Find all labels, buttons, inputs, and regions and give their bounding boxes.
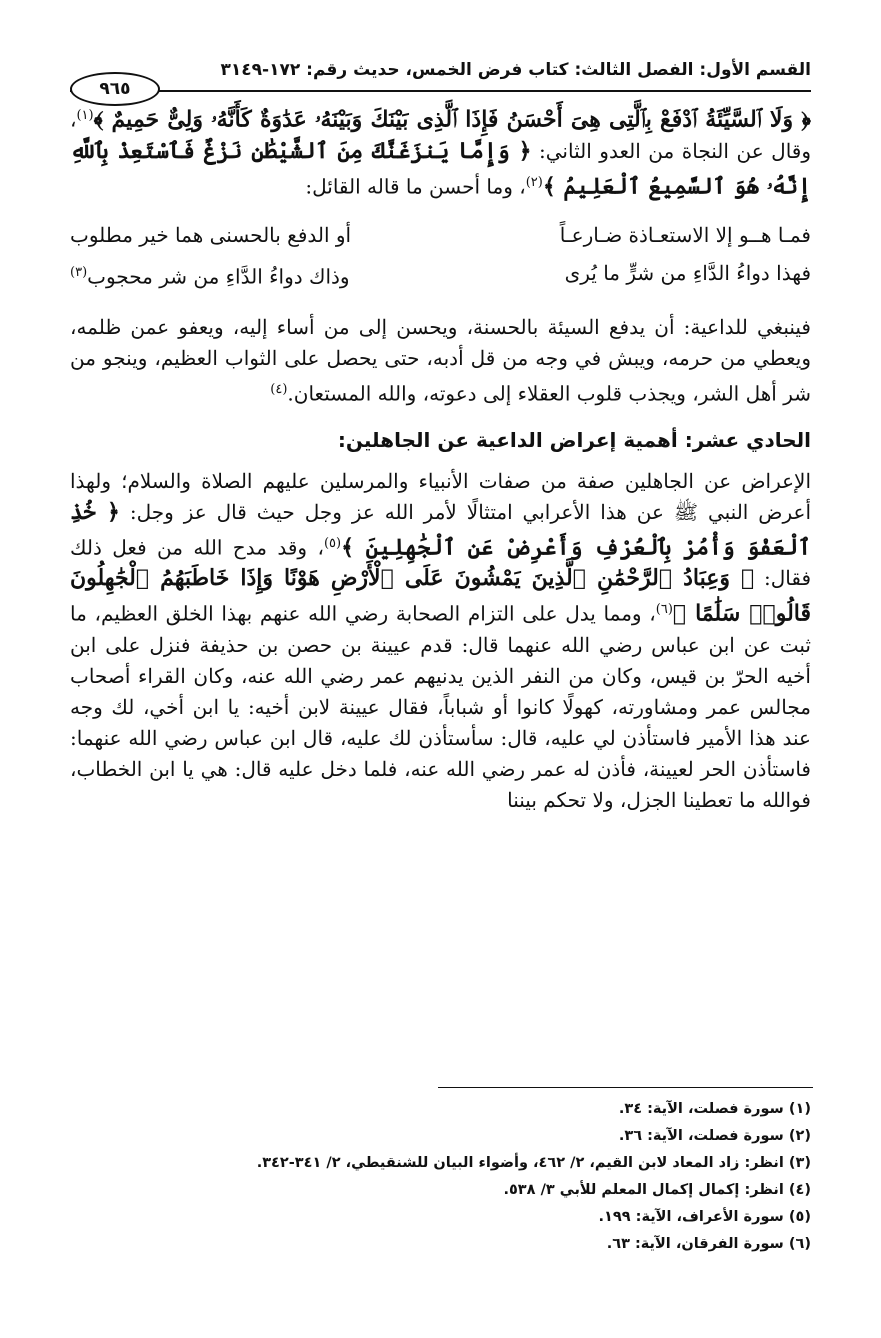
- footnote-ref-2: (٢): [525, 174, 543, 190]
- footnote-ref-3: (٣): [70, 265, 88, 281]
- page-body: [70, 100, 811, 816]
- section-heading: الحادي عشر: أهمية إعراض الداعية عن الجاهلين:: [337, 427, 811, 452]
- poem-hemistich-left: وذاك دواءُ الدَّاءِ من شر محجوب$^{(٣)}$: [70, 264, 350, 289]
- footnote-ref-6: (٦): [655, 602, 673, 618]
- header-title: القسم الأول: الفصل الثالث: كتاب فرض الخمس، حديث رقم: ١٧٢-٣١٤٩: [220, 60, 811, 80]
- poem-hemistich-left: أو الدفع بالحسنى هما خير مطلوب: [70, 223, 352, 248]
- poem-hemistich-right: فهذا دواءُ الدَّاءِ من شرٍّ ما يُرى: [564, 261, 811, 286]
- footnote-item: (٤) انظر: إكمال إكمال المعلم للأبي ٣/ ٥٣٨.: [503, 1182, 811, 1198]
- footnote-ref-5: (٥): [323, 535, 342, 551]
- footnote-item: (٣) انظر: زاد المعاد لابن القيم، ٢/ ٤٦٢، وأضواء البيان للشنقيطي، ٢/ ٣٤١-٣٤٢.: [256, 1155, 811, 1171]
- paragraph-text: ، وما أحسن ما قاله القائل:: [305, 174, 526, 199]
- footnote-item: (١) سورة فصلت، الآية: ٣٤.: [618, 1101, 811, 1117]
- footnote-item: (٢) سورة فصلت، الآية: ٣٦.: [618, 1128, 811, 1144]
- footnote-item: (٦) سورة الفرقان، الآية: ٦٣.: [606, 1236, 811, 1252]
- running-header: [70, 52, 811, 99]
- paragraph-text: ، وقال عن النجاة من العدو الثاني:: [70, 107, 812, 163]
- footnote-ref-1: (١): [76, 108, 94, 123]
- page-number: ٩٦٥: [70, 72, 160, 106]
- poem-line: [70, 216, 811, 254]
- quran-verse-fussilat-34: ﴿ وَلَا ٱلسَّيِّئَةُ ٱدْفَعْ بِٱلَّتِى هِىَ أَحْسَنُ فَإِذَا ٱلَّذِى بَيْنَكَ وَبَيْنَهُۥ عَدَٰوَةٌ كَأَنَّهُۥ وَلِىٌّ حَمِيمٌ ﴾: [93, 106, 811, 133]
- quran-verse-fussilat-36: ﴿ وَإِمَّا يَنزَغَنَّكَ مِنَ ٱلشَّيْطَٰنِ نَزْغٌ فَٱسْتَعِذْ بِٱللَّهِ إِنَّهُۥ هُوَ ٱلسَّمِيعُ ٱلْعَلِيمُ ﴾: [70, 137, 811, 200]
- paragraph-text: ، ومما يدل على التزام الصحابة رضي الله عنهم بهذا الخلق العظيم، ما ثبت عن ابن عباس رضي الله عنهما قال: قدم عيينة بن حصن بن حذيفة فنزل على ابن أخيه الحرّ بن قيس، وكان من النفر الذين يدنيهم عمر رضي الله عنه، وكان القراء أصحاب مجالس عمر ومشاورته، كهولًا كانوا أو شباباً، فقال عيينة لابن أخيه: يا ابن أخي، لك وجه عند هذا الأمير فاستأذن لي عليه، قال: سأستأذن لك عليه، قال ابن عباس رضي الله عنهما: فاستأذن الحر لعيينة، فأذن له عمر رضي الله عنه، فلما دخل عليه قال: هي يا ابن الخطاب، فوالله ما تعطينا الجزل، ولا تحكم بيننا: [70, 601, 811, 812]
- footnote-item: (٥) سورة الأعراف، الآية: ١٩٩.: [598, 1209, 811, 1225]
- quran-verse-furqan-63: ﴿ وَعِبَادُ ٱلرَّحْمَٰنِ ٱلَّذِينَ يَمْشُونَ عَلَى ٱلْأَرْضِ هَوْنًا وَإِذَا خَاطَبَهُمُ ٱلْجَٰهِلُونَ قَالُوا۟ سَلَٰمًا ﴾: [70, 565, 811, 627]
- footnote-divider: [438, 1087, 813, 1088]
- paragraph-section-body: [70, 466, 811, 816]
- quran-verse-araf-199: ﴿ خُذِ ٱلْعَفْوَ وَأْمُرْ بِٱلْعُرْفِ وَأَعْرِضْ عَنِ ٱلْجَٰهِلِينَ ﴾: [70, 498, 811, 561]
- poem-verses: [70, 216, 811, 296]
- paragraph-text: ، وقد مدح الله من فعل ذلك فقال:: [70, 535, 812, 591]
- paragraph-quran-opening: [70, 100, 811, 202]
- footnote-ref-4: (٤): [270, 381, 288, 397]
- poem-line: [70, 254, 811, 296]
- paragraph-advice: [70, 312, 811, 410]
- paragraph-text: الإعراض عن الجاهلين صفة من صفات الأنبياء والمرسلين عليهم الصلاة والسلام؛ ولهذا أعرض النبي ﷺ عن هذا الأعرابي امتثالًا لأمر الله عز وجل حيث قال عز وجل:: [70, 468, 812, 524]
- poem-hemistich-right: فمـا هــو إلا الاستعـاذة ضـارعـاً: [559, 223, 811, 248]
- paragraph-text: فينبغي للداعية: أن يدفع السيئة بالحسنة، ويحسن إلى من أساء إليه، ويعفو عمن ظلمه، ويعطي من حرمه، ويبش في وجه من قل أدبه، حتى يحصل على الثواب العظيم، وينجو من شر أهل الشر، ويجذب قلوب العقلاء إلى دعوته، والله المستعان.: [70, 314, 811, 406]
- footnotes: [70, 1096, 811, 1258]
